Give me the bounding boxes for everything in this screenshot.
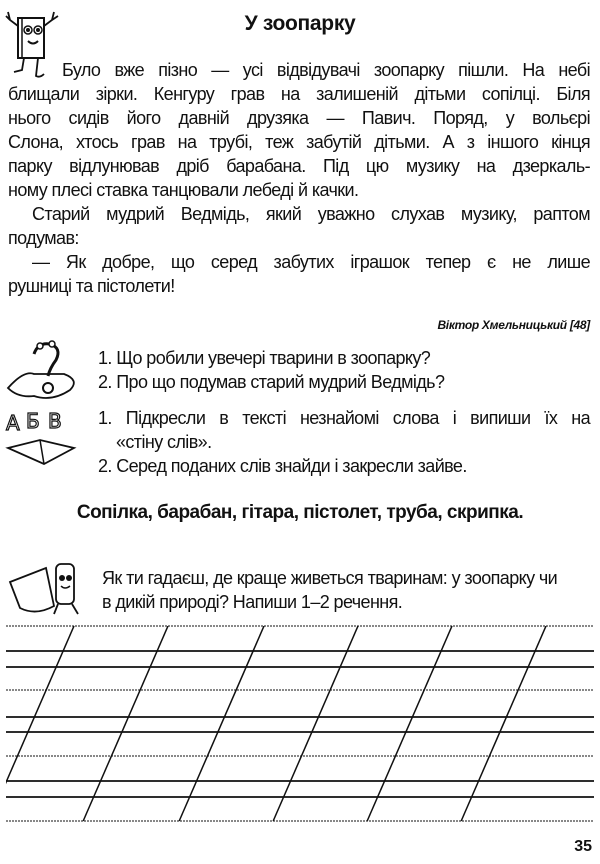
story-line: блищали зірки. Кенгуру грав на залишеній дітьми сопілці. Біля	[8, 84, 590, 104]
svg-text:Б: Б	[26, 409, 40, 433]
task-2: 2. Серед поданих слів знайди і закресли зайве.	[98, 456, 467, 476]
slant-line	[461, 626, 546, 821]
story-line: нього сидів його давній друзяка — Павич. Поряд, у вольєрі	[8, 108, 590, 128]
task-1-continuation: «стіну слів».	[116, 432, 212, 452]
story-line: подумав:	[8, 228, 79, 248]
slant-line	[273, 626, 358, 821]
slant-line	[367, 626, 452, 821]
word-list: Сопілка, барабан, гітара, пістолет, труба, скрипка.	[76, 502, 524, 523]
page-number: 35	[574, 838, 592, 855]
page-title: У зоопарку	[244, 12, 356, 35]
slant-line	[83, 626, 168, 821]
slant-line	[0, 626, 74, 821]
writing-prompt-line-1: Як ти гадаєш, де краще живеться тваринам: у зоопарку чи	[102, 568, 558, 588]
story-line: Слона, хтось грав на трубі, теж забутій дітьми. А з іншого кінця	[8, 132, 590, 152]
story-line: парку відлунював дріб барабана. Під цю музику на дзеркаль-	[8, 156, 590, 176]
slant-line	[179, 626, 264, 821]
story-line: Старий мудрий Ведмідь, який уважно слухав музику, раптом	[32, 204, 590, 224]
story-line: Було вже пізно — усі відвідувачі зоопарку пішли. На небі	[62, 60, 590, 80]
question-2: 2. Про що подумав старий мудрий Ведмідь?	[98, 372, 445, 392]
story-line: ному плесі ставка танцювали лебеді й качки.	[8, 180, 359, 200]
svg-text:А: А	[6, 411, 20, 435]
writing-prompt-line-2: в дикій природі? Напиши 1–2 речення.	[102, 592, 403, 612]
author-citation: Віктор Хмельницький [48]	[437, 318, 590, 332]
story-line: — Як добре, що серед забутих іграшок тепер є не лише	[32, 252, 590, 272]
svg-text:В: В	[48, 409, 62, 433]
question-1: 1. Що робили увечері тварини в зоопарку?	[98, 348, 431, 368]
task-1: 1. Підкресли в тексті незнайомі слова і випиши їх на	[98, 408, 590, 428]
story-line: рушниці та пістолети!	[8, 276, 175, 296]
